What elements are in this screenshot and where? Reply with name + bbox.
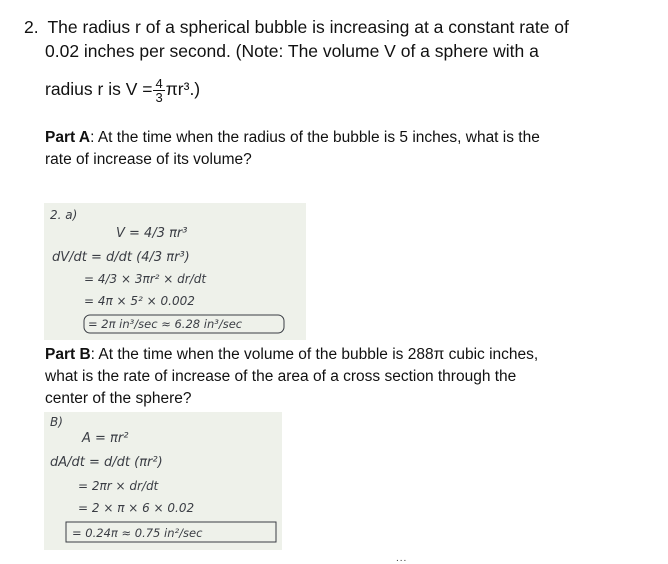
part-a-prompt bbox=[45, 127, 645, 171]
work-a-line-2: V = 4/3 πr³ bbox=[116, 226, 188, 241]
work-b-line-3: dA/dt = d/dt (πr²) bbox=[50, 455, 163, 470]
question-line-3 bbox=[45, 76, 200, 104]
work-a-line-5: = 4π × 5² × 0.002 bbox=[84, 294, 195, 308]
part-b-label: Part B bbox=[45, 346, 91, 363]
question-line-2: 0.02 inches per second. (Note: The volume V of a sphere with a bbox=[45, 41, 539, 61]
part-b-text: : At the time when the volume of the bubble is 288π cubic inches, bbox=[90, 346, 539, 363]
work-b-line-5: = 2 × π × 6 × 0.02 bbox=[78, 501, 195, 515]
fraction-numerator: 4 bbox=[155, 75, 163, 91]
part-a-label: Part A bbox=[45, 129, 91, 146]
part-b-text-2: what is the rate of increase of the area of a cross section through the bbox=[45, 368, 517, 385]
formula-fraction bbox=[153, 77, 164, 104]
work-b-line-1: B) bbox=[50, 415, 63, 429]
question-number: 2. bbox=[24, 17, 39, 37]
part-a-text-2: rate of increase of its volume? bbox=[45, 151, 252, 168]
work-a-line-4: = 4/3 × 3πr² × dr/dt bbox=[84, 272, 207, 286]
work-b-drawing bbox=[44, 412, 282, 550]
handwritten-work-a bbox=[44, 203, 306, 340]
work-a-drawing bbox=[44, 203, 306, 340]
handwritten-work-b bbox=[44, 412, 282, 550]
work-b-line-6: = 0.24π ≈ 0.75 in²/sec bbox=[72, 526, 203, 540]
part-b-prompt bbox=[45, 344, 645, 410]
part-a-text: : At the time when the radius of the bubble is 5 inches, what is the bbox=[90, 129, 540, 146]
work-a-line-1: 2. a) bbox=[50, 208, 78, 222]
question-line-1 bbox=[24, 14, 569, 40]
formula-suffix: πr³.) bbox=[165, 79, 201, 99]
work-a-line-6: = 2π in³/sec ≈ 6.28 in³/sec bbox=[88, 317, 243, 331]
formula-prefix: radius r is V = bbox=[45, 79, 153, 99]
work-a-line-3: dV/dt = d/dt (4/3 πr³) bbox=[52, 250, 190, 265]
fraction-denominator: 3 bbox=[155, 89, 163, 105]
work-b-line-2: A = πr² bbox=[82, 431, 129, 446]
footer-marks: ... bbox=[396, 553, 408, 564]
question-text-1: The radius r of a spherical bubble is increasing at a constant rate of bbox=[47, 17, 569, 37]
part-b-text-3: center of the sphere? bbox=[45, 390, 192, 407]
work-b-line-4: = 2πr × dr/dt bbox=[78, 479, 159, 493]
